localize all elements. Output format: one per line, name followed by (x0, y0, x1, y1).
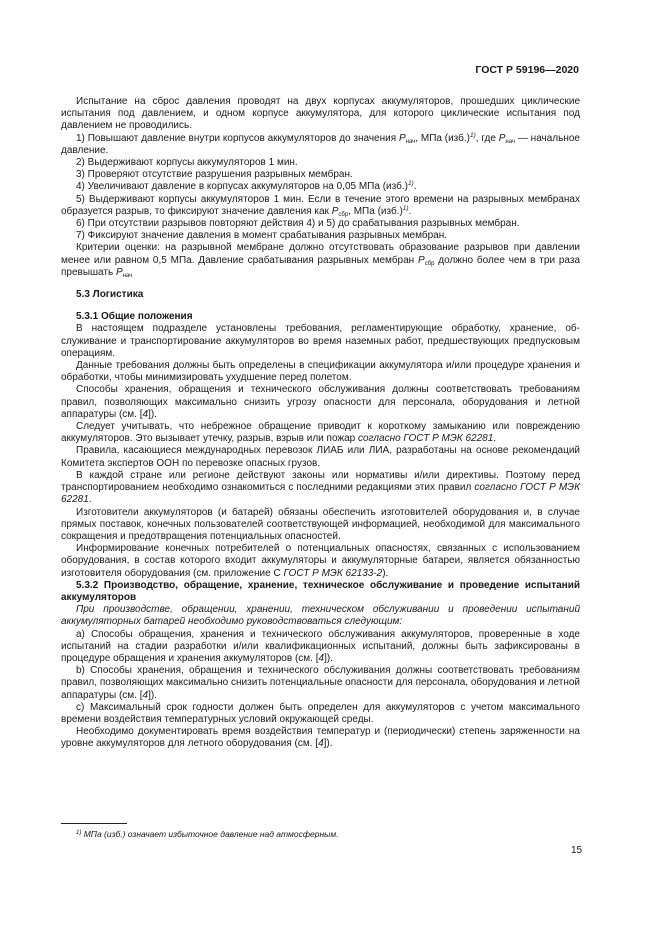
section-heading-5-3-2: 5.3.2 Производство, обращение, хранение, техническое обслуживание и проведение испытаний аккумуляторов (61, 579, 580, 603)
list-item-a: a) Способы обращения, хранения и технического обслуживания аккумуляторов, проверенные в ходе испытаний на стадии разработки и/или квалификационных испытаний, должны быть зафиксированы в процедуре обращения и хранения аккумуляторов (см. [4]). (61, 628, 580, 664)
paragraph: Способы хранения, обращения и технического обслуживания должны соответствовать требованиям правил, позволяющих максимально снизить угрозу опасности для персонала, оборудования и летной аппаратуры (см. [4]). (61, 384, 580, 420)
paragraph: Изготовители аккумуляторов (и батарей) обязаны обеспечить изготовителей оборудования и, в случае прямых поставок, конечных пользователей соответствующей информацией, необходимой для максимального сокращения и предотвращения потенциальных опасностей. (61, 506, 580, 542)
step-5: 5) Выдерживают корпусы аккумуляторов 1 мин. Если в течение этого времени на разрывных мембранах образуется разрыв, то фиксируют значение давления как $P_{сбр}$, МПа $(изб.)^{1)}$. (61, 193, 580, 218)
paragraph: В настоящем подразделе установлены требования, регламентирующие обработку, хранение, обслуживание и транспортирование аккумуляторов во время наземных работ, предшествующих предпусковым операциям. (61, 323, 580, 359)
step-1: 1) Повышают давление внутри корпусов аккумуляторов до значения $P_{нач}$, МПа $(изб.)^{1)}$, где $P_{нач}$ — начальное давление. (61, 131, 580, 156)
list-item-b: b) Способы хранения, обращения и технического обслуживания должны соответствовать требованиям правил, позволяющих максимально снизить потенциальные опасности для персонала, оборудования и летной аппаратуры (см. [4]). (61, 665, 580, 701)
evaluation-criteria: Критерии оценки: на разрывной мембране должно отсутствовать образование разрывов при давлении менее или равном 0,5 МПа. Давление срабатывания разрывных мембран $P_{сбр}$ должно более чем в три раза превышать $P_{нач}$ (61, 242, 581, 279)
step-3: 3) Проверяют отсутствие разрушения разрывных мембран. (76, 169, 353, 181)
step-4: 4) Увеличивают давление в корпусах аккумуляторов на 0,05 МПа $(изб.)^{1)}$. (76, 180, 417, 193)
paragraph: Необходимо документировать время воздействия температур и (периодически) степень заряженности на уровне аккумуляторов для летного оборудования (см. [4]). (61, 726, 580, 750)
step-7: 7) Фиксируют значение давления в момент срабатывания разрывных мембран. (76, 230, 448, 242)
section-heading-5-3-1: 5.3.1 Общие положения (76, 311, 193, 323)
step-6: 6) При отсутствии разрывов повторяют действия 4) и 5) до срабатывания разрывных мембран. (76, 218, 520, 230)
page-number: 15 (571, 845, 583, 856)
paragraph-italic: При производстве, обращении, хранении, техническом обслуживании и проведении испытаний аккумуляторных батарей необходимо руководствоваться следующим: (61, 604, 580, 628)
paragraph: Следует учитывать, что небрежное обращение приводит к короткому замыканию или повреждению аккумуляторов. Это вызывает утечку, разрыв, взрыв или пожар согласно ГОСТ Р МЭК 62281. (61, 421, 580, 445)
footnote-separator (61, 823, 127, 824)
section-heading-5-3: 5.3 Логистика (76, 289, 144, 301)
document-body (61, 96, 580, 751)
standard-designation: ГОСТ Р 59196—2020 (475, 64, 579, 76)
step-2: 2) Выдерживают корпусы аккумуляторов 1 мин. (76, 157, 298, 169)
paragraph: Данные требования должны быть определены в спецификации аккумулятора и/или процедуре хранения и обработки, чтобы минимизировать ухудшение перед полетом. (61, 360, 580, 384)
list-item-c: c) Максимальный срок годности должен быть определен для аккумуляторов с учетом максимального времени воздействия температурных условий окружающей среды. (61, 701, 580, 725)
footnote: $^{1)}$ МПа (изб.) означает избыточное давление над атмосферным. (76, 829, 339, 839)
paragraph: Информирование конечных потребителей о потенциальных опасностях, связанных с использованием оборудования, в состав которого входит аккумуляторы и аккумуляторные батареи, является обязанностью изготовителя оборудования (см. приложение С ГОСТ Р МЭК 62133-2). (61, 543, 580, 579)
paragraph: Испытание на сброс давления проводят на двух корпусах аккумуляторов, прошедших циклические испытания под давлением, и одном корпусе аккумулятора, для которого циклические испытания под давлением не проводились. (61, 96, 580, 132)
paragraph: Правила, касающиеся международных перевозок ЛИАБ или ЛИА, разработаны на основе рекомендаций Комитета экспертов ООН по перевозке опасных грузов. (61, 445, 580, 469)
paragraph: В каждой стране или регионе действуют законы или нормативы и/или директивы. Поэтому перед транспортированием необходимо ознакомиться с последними редакциями этих правил согласно ГОСТ Р МЭК 62281. (61, 469, 580, 506)
